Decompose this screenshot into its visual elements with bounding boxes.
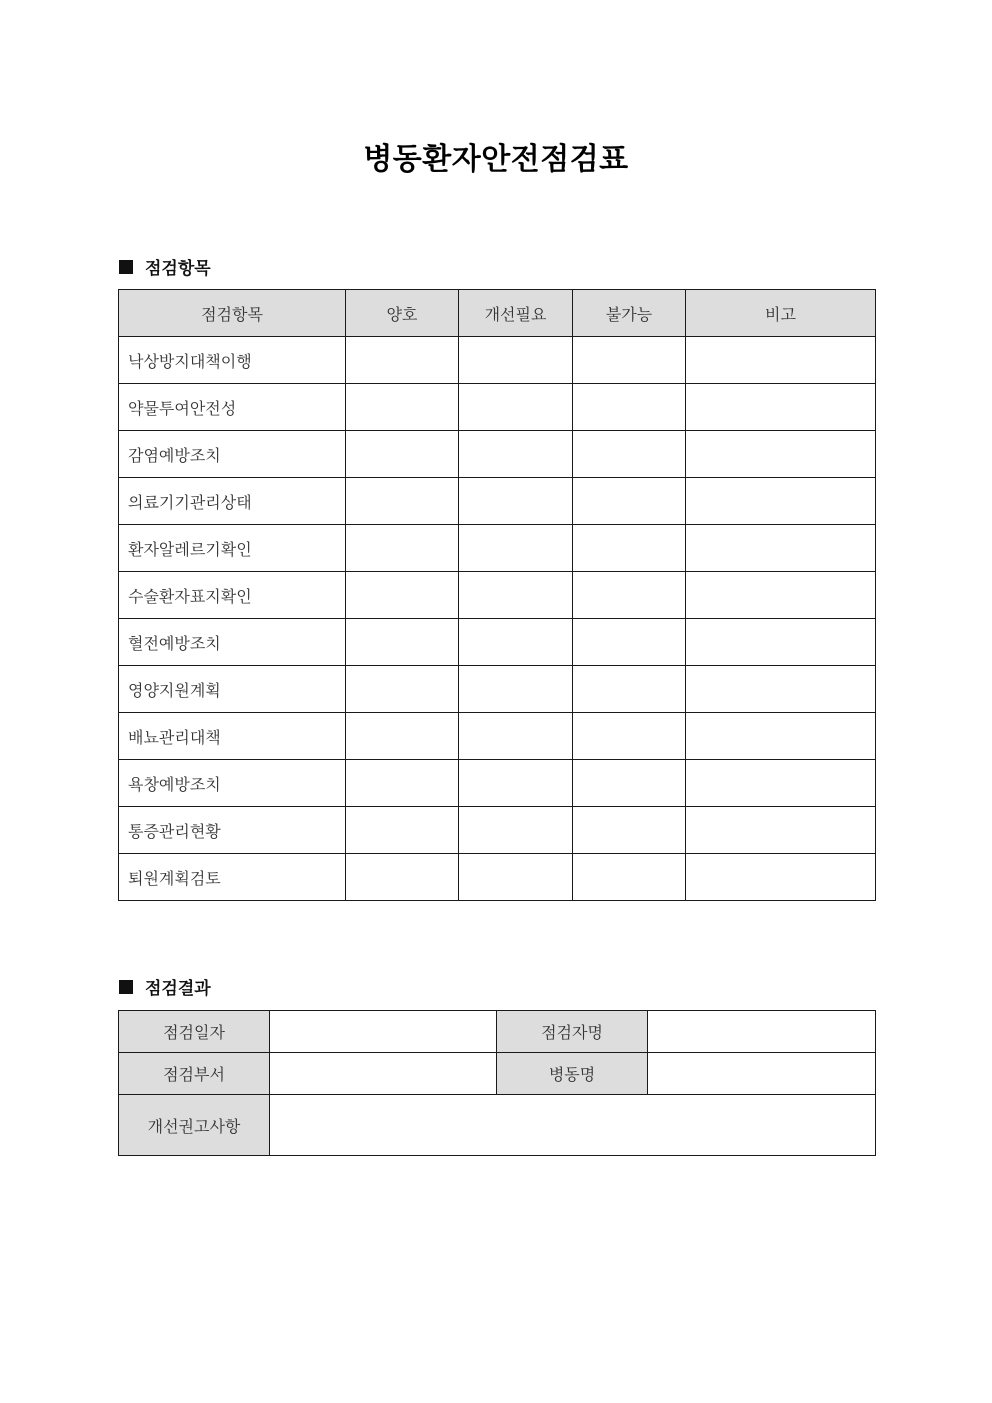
remarks-cell[interactable] (686, 572, 876, 619)
good-cell[interactable] (346, 431, 459, 478)
needs-improvement-cell[interactable] (459, 572, 573, 619)
remarks-cell[interactable] (686, 713, 876, 760)
black-square-icon (119, 260, 133, 274)
check-item-label: 낙상방지대책이행 (119, 337, 346, 384)
impossible-cell[interactable] (573, 760, 686, 807)
result-section-heading-label: 점검결과 (145, 979, 211, 999)
check-item-label: 수술환자표지확인 (119, 572, 346, 619)
good-cell[interactable] (346, 478, 459, 525)
remarks-cell[interactable] (686, 807, 876, 854)
good-cell[interactable] (346, 619, 459, 666)
black-square-icon (119, 980, 133, 994)
table-row (119, 337, 876, 384)
remarks-cell[interactable] (686, 384, 876, 431)
check-item-label: 약물투여안전성 (119, 384, 346, 431)
table-row (119, 431, 876, 478)
check-item-label: 욕창예방조치 (119, 760, 346, 807)
needs-improvement-cell[interactable] (459, 807, 573, 854)
table-row (119, 525, 876, 572)
inspection-date-label: 점검일자 (119, 1011, 270, 1053)
check-item-label: 의료기기관리상태 (119, 478, 346, 525)
result-row (119, 1011, 876, 1053)
needs-improvement-cell[interactable] (459, 760, 573, 807)
remarks-cell[interactable] (686, 431, 876, 478)
needs-improvement-cell[interactable] (459, 384, 573, 431)
good-cell[interactable] (346, 760, 459, 807)
table-row (119, 384, 876, 431)
ward-name-field[interactable] (648, 1053, 876, 1095)
impossible-cell[interactable] (573, 572, 686, 619)
column-header-needs-improvement: 개선필요 (459, 290, 573, 337)
impossible-cell[interactable] (573, 384, 686, 431)
inspection-result-table (118, 1010, 876, 1156)
table-row (119, 619, 876, 666)
result-row (119, 1053, 876, 1095)
result-section-heading (119, 974, 211, 999)
table-header-row (119, 290, 876, 337)
impossible-cell[interactable] (573, 337, 686, 384)
check-item-label: 배뇨관리대책 (119, 713, 346, 760)
result-row (119, 1095, 876, 1156)
remarks-cell[interactable] (686, 666, 876, 713)
table-row (119, 478, 876, 525)
check-section-heading (119, 254, 211, 279)
good-cell[interactable] (346, 713, 459, 760)
table-row (119, 666, 876, 713)
check-item-label: 혈전예방조치 (119, 619, 346, 666)
remarks-cell[interactable] (686, 760, 876, 807)
check-item-label: 퇴원계획검토 (119, 854, 346, 901)
impossible-cell[interactable] (573, 478, 686, 525)
inspector-name-field[interactable] (648, 1011, 876, 1053)
table-row (119, 854, 876, 901)
inspector-name-label: 점검자명 (497, 1011, 648, 1053)
good-cell[interactable] (346, 337, 459, 384)
check-item-label: 감염예방조치 (119, 431, 346, 478)
impossible-cell[interactable] (573, 525, 686, 572)
needs-improvement-cell[interactable] (459, 431, 573, 478)
needs-improvement-cell[interactable] (459, 525, 573, 572)
impossible-cell[interactable] (573, 713, 686, 760)
impossible-cell[interactable] (573, 666, 686, 713)
good-cell[interactable] (346, 854, 459, 901)
inspection-department-label: 점검부서 (119, 1053, 270, 1095)
good-cell[interactable] (346, 572, 459, 619)
column-header-impossible: 불가능 (573, 290, 686, 337)
column-header-item: 점검항목 (119, 290, 346, 337)
column-header-good: 양호 (346, 290, 459, 337)
inspection-date-field[interactable] (270, 1011, 497, 1053)
inspection-department-field[interactable] (270, 1053, 497, 1095)
good-cell[interactable] (346, 807, 459, 854)
needs-improvement-cell[interactable] (459, 478, 573, 525)
improvement-recommendations-field[interactable] (270, 1095, 876, 1156)
remarks-cell[interactable] (686, 337, 876, 384)
good-cell[interactable] (346, 525, 459, 572)
document-title: 병동환자안전점검표 (363, 142, 629, 177)
needs-improvement-cell[interactable] (459, 854, 573, 901)
impossible-cell[interactable] (573, 619, 686, 666)
good-cell[interactable] (346, 384, 459, 431)
table-row (119, 572, 876, 619)
remarks-cell[interactable] (686, 619, 876, 666)
needs-improvement-cell[interactable] (459, 713, 573, 760)
remarks-cell[interactable] (686, 525, 876, 572)
check-item-label: 환자알레르기확인 (119, 525, 346, 572)
improvement-recommendations-label: 개선권고사항 (119, 1095, 270, 1156)
impossible-cell[interactable] (573, 854, 686, 901)
column-header-remarks: 비고 (686, 290, 876, 337)
table-row (119, 713, 876, 760)
table-row (119, 807, 876, 854)
good-cell[interactable] (346, 666, 459, 713)
needs-improvement-cell[interactable] (459, 619, 573, 666)
impossible-cell[interactable] (573, 807, 686, 854)
check-item-label: 영양지원계획 (119, 666, 346, 713)
impossible-cell[interactable] (573, 431, 686, 478)
check-item-label: 통증관리현황 (119, 807, 346, 854)
check-items-table (118, 289, 876, 901)
remarks-cell[interactable] (686, 478, 876, 525)
table-row (119, 760, 876, 807)
needs-improvement-cell[interactable] (459, 337, 573, 384)
check-section-heading-label: 점검항목 (145, 259, 211, 279)
remarks-cell[interactable] (686, 854, 876, 901)
ward-name-label: 병동명 (497, 1053, 648, 1095)
needs-improvement-cell[interactable] (459, 666, 573, 713)
